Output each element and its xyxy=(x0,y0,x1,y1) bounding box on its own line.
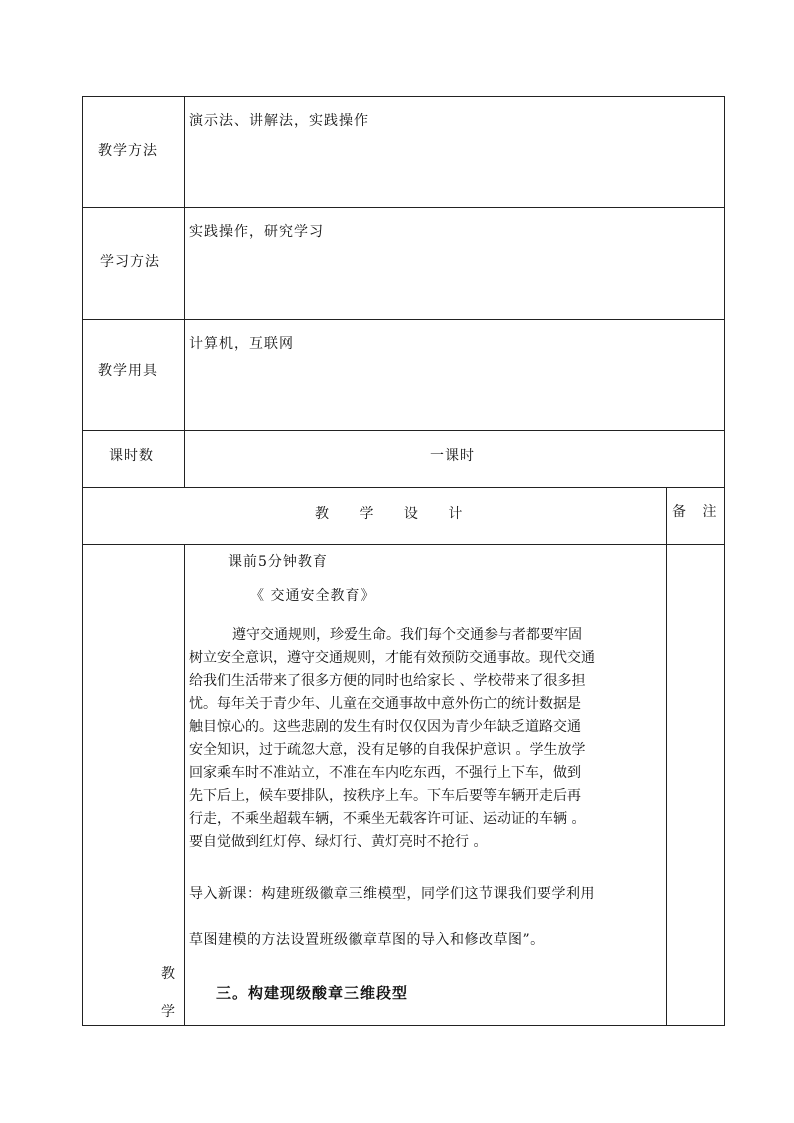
class-hours-label: 课时数 xyxy=(109,448,154,464)
import-line-1: 导入新课：构建班级徽章三维模型，同学们这节课我们要学利用 xyxy=(189,886,595,902)
teaching-method-value: 演示法、讲解法，实践操作 xyxy=(189,113,369,129)
safety-paragraph xyxy=(189,624,595,854)
learning-method-label: 学习方法 xyxy=(100,254,160,270)
teaching-design-header: 教 学 设 计 xyxy=(315,506,469,522)
learning-method-value: 实践操作，研究学习 xyxy=(189,224,324,240)
section-heading: 三。构建现级酸章三维段型 xyxy=(216,984,409,1002)
paragraph-line: 先下后上，候车要排队，按秩序上车。下车后要等车辆开走后再 xyxy=(189,788,581,804)
design-side-label-1: 教 xyxy=(161,966,176,982)
intro-line: 课前5分钟教育 xyxy=(228,554,328,570)
notes-header: 备 注 xyxy=(672,504,718,520)
teaching-tools-label: 教学用具 xyxy=(98,363,158,379)
paragraph-line: 安全知识，过于疏忽大意，没有足够的自我保护意识 。学生放学 xyxy=(189,742,586,758)
notes-column-divider xyxy=(666,487,667,1026)
topic-title: 《 交通安全教育》 xyxy=(250,588,376,604)
table-border-top xyxy=(82,96,725,97)
row-divider xyxy=(82,544,725,545)
teaching-method-label: 教学方法 xyxy=(98,143,158,159)
import-line-2: 草图建模的方法设置班级徽章草图的导入和修改草图”。 xyxy=(189,932,545,948)
row-divider xyxy=(82,430,725,431)
row-divider xyxy=(82,207,725,208)
row-divider xyxy=(82,319,725,320)
table-border-left xyxy=(82,96,83,1026)
teaching-tools-value: 计算机，互联网 xyxy=(189,336,294,352)
paragraph-line: 触目惊心的。这些悲剧的发生有时仅仅因为青少年缺乏道路交通 xyxy=(189,719,581,735)
lesson-plan-table xyxy=(82,96,725,1026)
label-column-divider xyxy=(184,544,185,1026)
paragraph-line: 回家乘车时不准站立，不准在车内吃东西，不强行上下车，做到 xyxy=(189,765,581,781)
table-border-right xyxy=(724,96,725,1026)
paragraph-line: 树立安全意识，遵守交通规则，才能有效预防交通事故。现代交通 xyxy=(189,650,595,666)
label-column-divider xyxy=(184,96,185,487)
paragraph-line: 要自觉做到红灯停、绿灯行、黄灯亮时不抢行 。 xyxy=(189,834,488,850)
design-side-label-2: 学 xyxy=(161,1004,176,1020)
paragraph-line: 行走，不乘坐超载车辆，不乘坐无载客许可证、运动证的车辆 。 xyxy=(189,811,586,827)
paragraph-line: 给我们生活带来了很多方便的同时也给家长 、学校带来了很多担 xyxy=(189,673,586,689)
table-border-bottom xyxy=(82,1025,725,1026)
row-divider xyxy=(82,487,725,488)
paragraph-line: 忧。每年关于青少年、儿童在交通事故中意外伤亡的统计数据是 xyxy=(189,696,581,712)
class-hours-value: 一课时 xyxy=(430,448,475,464)
paragraph-line: 遵守交通规则，珍爱生命。我们每个交通参与者都要牢固 xyxy=(232,627,582,643)
